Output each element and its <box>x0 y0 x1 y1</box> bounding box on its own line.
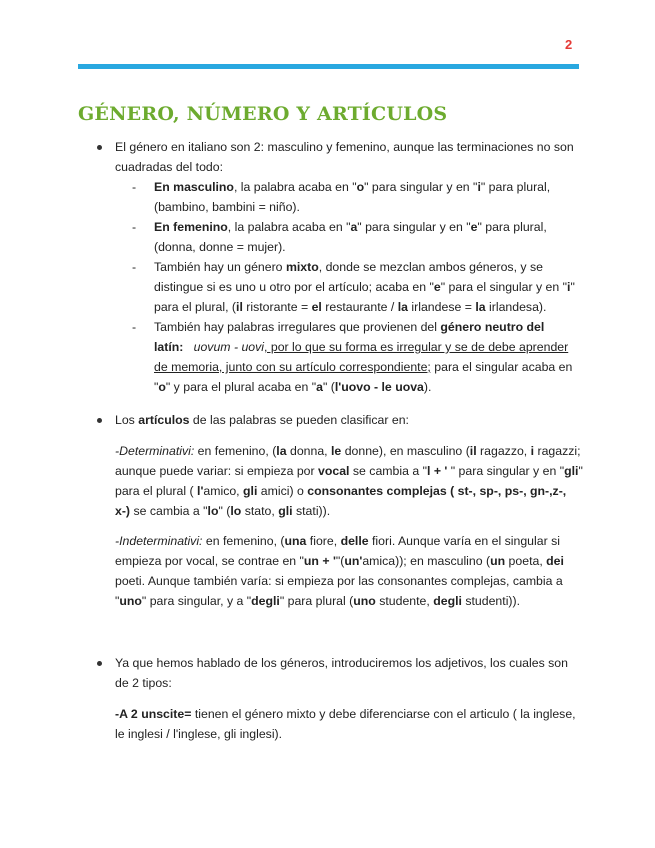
paragraph-a2-uscite: -A 2 unscite= tienen el género mixto y debe diferenciarse con el articulo ( la inglese, le inglesi / l'inglese, gli inglesi). <box>115 707 576 741</box>
sub-item-masculino: - En masculino, la palabra acaba en "o" para singular y en "i" para plural, (bambino, bambini = niño). <box>115 177 583 217</box>
sub-item-mixto: - También hay un género mixto, donde se mezclan ambos géneros, y se distingue si es uno u otro por el artículo; acaba en "e" para el singular y en "i" para el plural, (il ristorante = el restaurante / la irlandese = la irlandesa). <box>115 257 583 317</box>
header-rule <box>78 64 579 69</box>
sub-item-irregulares: - También hay palabras irregulares que provienen del género neutro del latín: uovum - uovi, por lo que su forma es irregular y se de debe aprender de memoria, junto con su artículo correspondiente; para el singular acaba en "o" y para el plural acaba en "a" (l'uovo - le uova). <box>115 317 583 397</box>
paragraph-determinativi: -Determinativi: en femenino, (la donna, le donne), en masculino (il ragazzo, i ragazzi; aunque puede variar: si empieza por vocal se cambia a "l + ' " para singular y en "gli" para el plural ( l'amico, gli amici) o consonantes complejas ( st-, sp-, ps-, gn-,z-, x-) se cambia a "lo" (lo stato, gli stati)). <box>115 444 583 518</box>
document-body <box>93 137 583 744</box>
page-number: 2 <box>565 37 573 52</box>
genero-sublist <box>115 177 583 397</box>
bullet-articulos: Los artículos de las palabras se pueden clasificar en: <box>93 410 583 430</box>
bullet-genero: El género en italiano son 2: masculino y femenino, aunque las terminaciones no son cuadradas del todo: - En masculino, la palabra acaba en "o" para singular y en "i" para plural, (bambino, bambini = niño). - En femenino, la palabra acaba en "a" para singular y en "e" para plural, (donna, donne = mujer). - También hay un género mixto, donde se mezclan ambos géneros, y se distingue si es uno u otro por el artículo; acaba en "e" para el singular y en "i" para el plural, (il ristorante = el restaurante / la irlandese = la irlandesa). - También hay palabras irregulares que provienen del género neutro del latín: uovum - uovi, por lo que su forma es irregular y se de debe aprender de memoria, junto con su artículo correspondiente; para el singular acaba en "o" y para el plural acaba en "a" (l'uovo - le uova). <box>93 137 583 397</box>
paragraph-indeterminativi: -Indeterminativi: en femenino, (una fiore, delle fiori. Aunque varía en el singular si empieza por vocal, se contrae en "un + '"(un'amica)); en masculino (un poeta, dei poeti. Aunque también varía: si empieza por las consonantes complejas, cambia a "uno" para singular, y a "degli" para plural (uno studente, degli studenti)). <box>115 534 564 608</box>
sub-item-femenino: - En femenino, la palabra acaba en "a" para singular y en "e" para plural, (donna, donne = mujer). <box>115 217 583 257</box>
section-heading: GÉNERO, NÚMERO Y ARTÍCULOS <box>78 103 448 125</box>
bullet-adjetivos: Ya que hemos hablado de los géneros, introduciremos los adjetivos, los cuales son de 2 tipos: <box>93 653 583 693</box>
